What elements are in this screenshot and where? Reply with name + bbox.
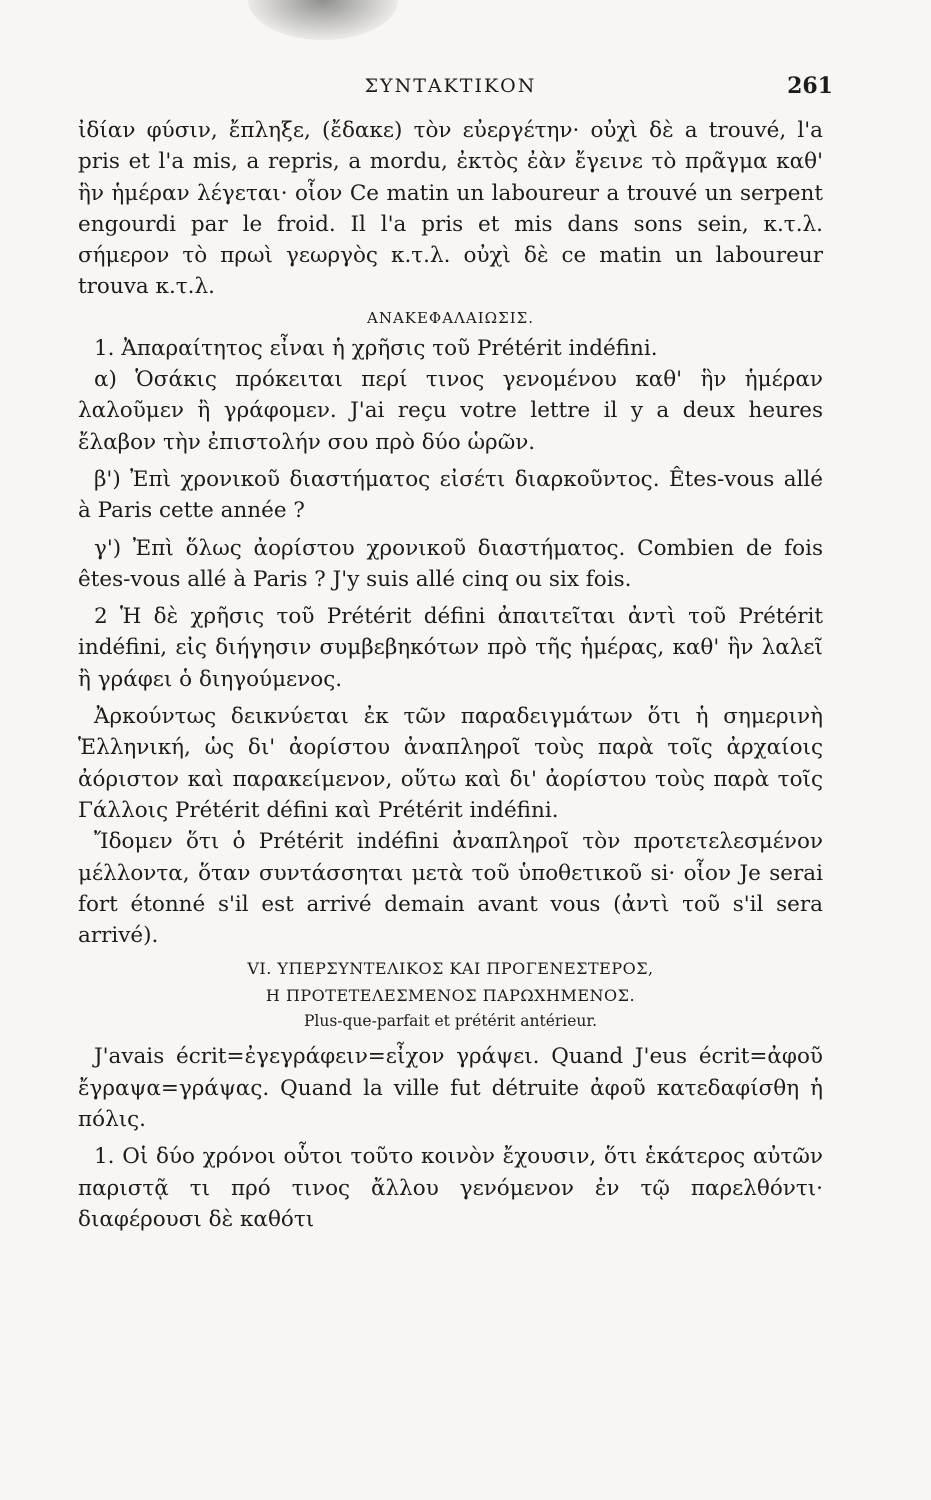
- section-title-line-2: Η ΠΡΟΤΕΤΕΛΕΣΜΕΝΟΣ ΠΑΡΩΧΗΜΕΝΟΣ.: [265, 986, 636, 1006]
- paragraph-rule-1: 1. Ἀπαραίτητος εἶναι ἡ χρῆσις τοῦ Prétérit indéfini.: [94, 335, 658, 361]
- paragraph-continuation: ἰδίαν φύσιν, ἔπληξε, (ἔδακε) τὸν εὐεργέτην· οὐχὶ δὲ a trouvé, l'a pris et l'a mis, a repris, a mordu, ἐκτὸς ἐὰν ἔγεινε τὸ πρᾶγμα καθ' ἣν ἡμέραν λέγεται· οἷον Ce matin un laboureur a trouvé un serpent engourdi par le froid. Il l'a pris et mis dans sons sein, κ.τ.λ. σήμερον τὸ πρωὶ γεωργὸς κ.τ.λ. οὐχὶ δὲ ce matin un laboureur trouva κ.τ.λ.: [78, 118, 823, 300]
- paragraph-rule-1a: α) Ὁσάκις πρόκειται περί τινος γενομένου καθ' ἣν ἡμέραν λαλοῦμεν ἢ γράφομεν. J'ai reçu votre lettre il y a deux heures ἔλαβον τὴν ἐπιστολήν σου πρὸ δύο ὡρῶν.: [78, 367, 823, 455]
- section-subtitle: Plus-que-parfait et prétérit antérieur.: [303, 1012, 598, 1031]
- scan-shadow: [248, 0, 398, 40]
- page-header: [78, 73, 833, 115]
- running-head: ΣΥΝΤΑΚΤΙΚΟΝ: [364, 75, 537, 97]
- paragraph-observation: Ἀρκούντως δεικνύεται ἐκ τῶν παραδειγμάτων ὅτι ἡ σημερινὴ Ἑλληνική, ὡς δι' ἀορίστου ἀναπληροῖ τοὺς παρὰ τοῖς ἀρχαίοις ἀόριστον καὶ παρακείμενον, οὕτω καὶ δι' ἀορίστου τοὺς παρὰ τοῖς Γάλλοις Prétérit défini καὶ Prétérit indéfini.: [78, 704, 823, 823]
- paragraph-future-perfect: Ἴδομεν ὅτι ὁ Prétérit indéfini ἀναπληροῖ τὸν προτετελεσμένον μέλλοντα, ὅταν συντάσσηται μετὰ τοῦ ὑποθετικοῦ si· οἷον Je serai fort étonné s'il est arrivé demain avant vous (ἀντὶ τοῦ s'il sera arrivé).: [78, 829, 823, 949]
- paragraph-rule-vi-1: 1. Οἱ δύο χρόνοι οὗτοι τοῦτο κοινὸν ἔχουσιν, ὅτι ἑκάτερος αὐτῶν παριστᾷ τι πρό τινος ἄλλου γενόμενον ἐν τῷ παρελθόντι· διαφέρουσι δὲ καθότι: [78, 1144, 823, 1232]
- section-title-line-1: VI. ΥΠΕΡΣΥΝΤΕΛΙΚΟΣ ΚΑΙ ΠΡΟΓΕΝΕΣΤΕΡΟΣ,: [247, 959, 654, 979]
- heading-recapitulation: ΑΝΑΚΕΦΑΛΑΙΩΣΙΣ.: [366, 308, 534, 327]
- paragraph-rule-2: 2 Ἡ δὲ χρῆσις τοῦ Prétérit défini ἀπαιτεῖται ἀντὶ τοῦ Prétérit indéfini, εἰς διήγησιν συμβεβηκότων πρὸ τῆς ἡμέρας, καθ' ἣν λαλεῖ ἢ γράφει ὁ διηγούμενος.: [78, 604, 823, 692]
- paragraph-rule-1c: γ') Ἐπὶ ὅλως ἀορίστου χρονικοῦ διαστήματος. Combien de fois êtes-vous allé à Paris ? J'y suis allé cinq ou six fois.: [78, 535, 823, 592]
- paragraph-examples: J'avais écrit=ἐγεγράφειν=εἶχον γράψει. Quand J'eus écrit=ἀφοῦ ἔγραψα=γράψας. Quand la ville fut détruite ἀφοῦ κατεδαφίσθη ἡ πόλις.: [78, 1044, 823, 1133]
- book-page: [78, 73, 833, 1235]
- paragraph-rule-1b: β') Ἐπὶ χρονικοῦ διαστήματος εἰσέτι διαρκοῦντος. Êtes-vous allé à Paris cette année ?: [78, 466, 823, 524]
- page-number: 261: [787, 73, 833, 99]
- page-body: [78, 115, 823, 1235]
